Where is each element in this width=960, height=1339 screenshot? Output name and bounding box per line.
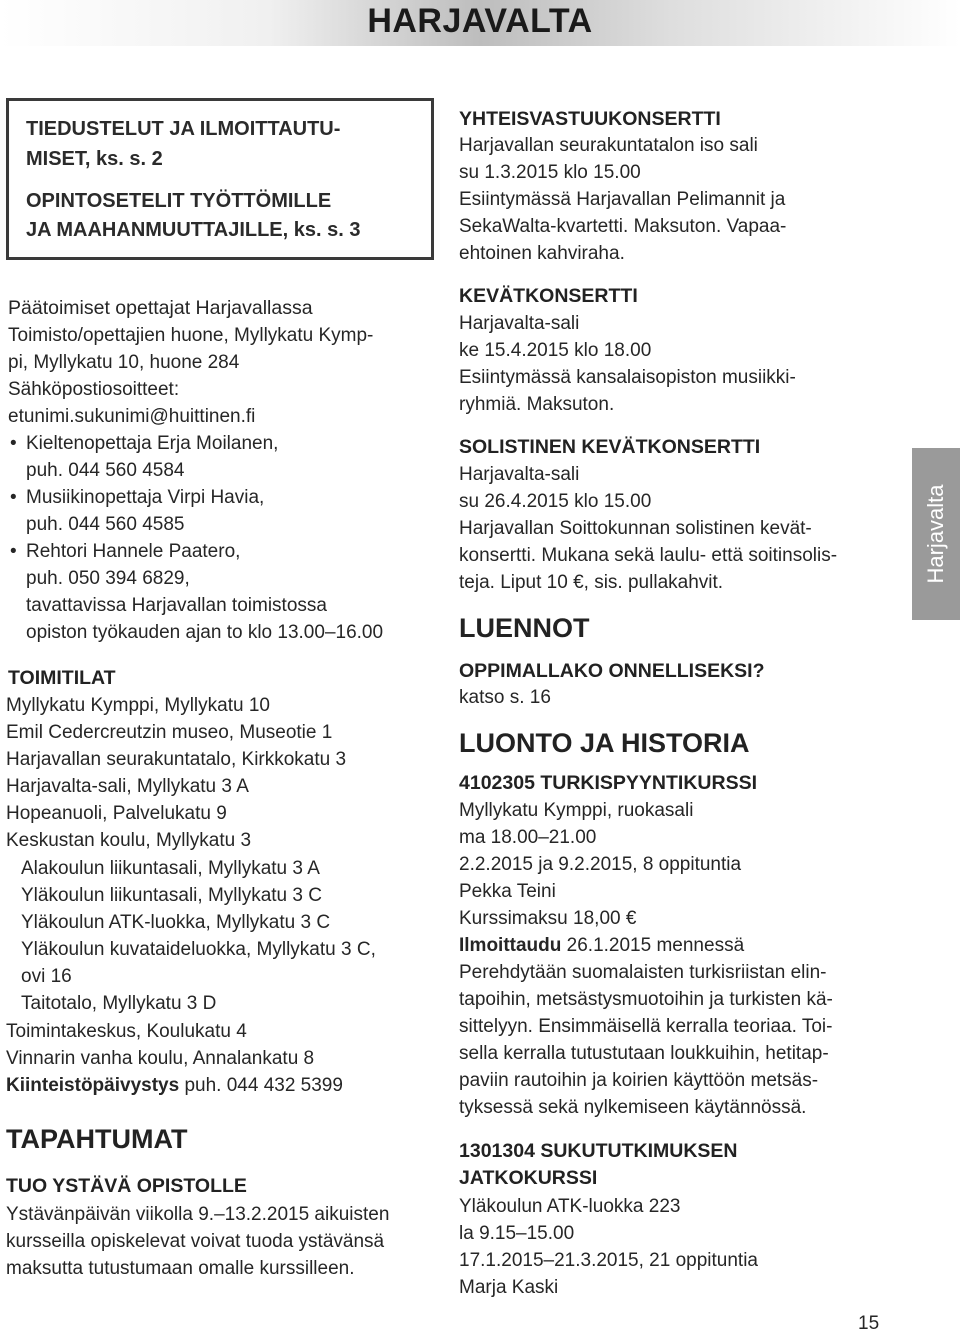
event-line: ryhmiä. Maksuton.: [459, 394, 615, 415]
course-line: Myllykatu Kymppi, ruokasali: [459, 800, 694, 821]
course-line: la 9.15–15.00: [459, 1223, 575, 1244]
contact-name: Kieltenopettaja Erja Moilanen,: [26, 433, 279, 454]
location-line: Emil Cedercreutzin museo, Museotie 1: [6, 722, 333, 743]
contact-phone: puh. 044 560 4585: [26, 514, 185, 535]
contact-name: Musiikinopettaja Virpi Havia,: [26, 487, 265, 508]
page-title: HARJAVALTA: [367, 2, 593, 40]
location-line: Myllykatu Kymppi, Myllykatu 10: [6, 695, 270, 716]
course-heading: 1301304 SUKUTUTKIMUKSEN: [459, 1140, 738, 1162]
event-line: Harjavallan seurakuntatalon iso sali: [459, 135, 758, 156]
contact-note: opiston työkauden ajan to klo 13.00–16.00: [26, 622, 384, 643]
section-heading-luonto: LUONTO JA HISTORIA: [459, 728, 750, 758]
event-line: Ystävänpäivän viikolla 9.–13.2.2015 aikuisten: [6, 1204, 390, 1225]
course-line: ma 18.00–21.00: [459, 827, 597, 848]
event-line: Harjavalta-sali: [459, 313, 580, 334]
event-line: ehtoinen kahviraha.: [459, 243, 625, 264]
maintenance-line: [6, 1072, 343, 1099]
event-line: su 26.4.2015 klo 15.00: [459, 491, 652, 512]
header-bar: [0, 0, 960, 46]
lecture-reference: katso s. 16: [459, 687, 551, 708]
location-line: Keskustan koulu, Myllykatu 3: [6, 830, 252, 851]
course-line: 17.1.2015–21.3.2015, 21 oppituntia: [459, 1250, 758, 1271]
location-sub-line: ovi 16: [21, 966, 72, 987]
course-heading: 4102305 TURKISPYYNTIKURSSI: [459, 772, 758, 794]
section-heading-tapahtumat: TAPAHTUMAT: [6, 1124, 188, 1154]
teachers-line: Sähköpostiosoitteet:: [8, 379, 180, 400]
bullet-icon: •: [10, 541, 17, 562]
contact-name: Rehtori Hannele Paatero,: [26, 541, 241, 562]
course-line: Pekka Teini: [459, 881, 556, 902]
course-desc: paviin rautoihin ja koirien käyttöön metsäs-: [459, 1070, 819, 1091]
course-line: Kurssimaksu 18,00 €: [459, 908, 637, 929]
location-sub-line: Alakoulun liikuntasali, Myllykatu 3 A: [21, 858, 320, 879]
event-line: Harjavallan Soittokunnan solistinen kevät-: [459, 518, 812, 539]
info-box-line: OPINTOSETELIT TYÖTTÖMILLE: [26, 190, 332, 212]
location-sub-line: Yläkoulun ATK-luokka, Myllykatu 3 C: [21, 912, 331, 933]
lecture-heading: OPPIMALLAKO ONNELLISEKSI?: [459, 660, 765, 682]
event-line: Harjavalta-sali: [459, 464, 580, 485]
side-tab: [912, 448, 960, 620]
course-heading: JATKOKURSSI: [459, 1167, 598, 1189]
event-line: kursseilla opiskelevat voivat tuoda ystävänsä: [6, 1231, 385, 1252]
teachers-line: pi, Myllykatu 10, huone 284: [8, 352, 240, 373]
section-heading-toimitilat: TOIMITILAT: [8, 667, 116, 689]
maintenance-phone: puh. 044 432 5399: [179, 1075, 343, 1096]
teachers-line: Toimisto/opettajien huone, Myllykatu Kymp-: [8, 325, 374, 346]
bullet-icon: •: [10, 487, 17, 508]
location-sub-line: Yläkoulun liikuntasali, Myllykatu 3 C: [21, 885, 322, 906]
course-line: Yläkoulun ATK-luokka 223: [459, 1196, 681, 1217]
location-line: Harjavalta-sali, Myllykatu 3 A: [6, 776, 249, 797]
course-desc: tapoihin, metsästysmuotoihin ja turkisten kä-: [459, 989, 833, 1010]
info-box-line: MISET, ks. s. 2: [26, 148, 163, 170]
event-line: ke 15.4.2015 klo 18.00: [459, 340, 652, 361]
location-line: Hopeanuoli, Palvelukatu 9: [6, 803, 227, 824]
event-heading: KEVÄTKONSERTTI: [459, 285, 638, 307]
event-heading: SOLISTINEN KEVÄTKONSERTTI: [459, 436, 761, 458]
event-line: Esiintymässä kansalaisopiston musiikki-: [459, 367, 796, 388]
event-line: maksutta tutustumaan omalle kurssilleen.: [6, 1258, 355, 1279]
event-line: Esiintymässä Harjavallan Pelimannit ja: [459, 189, 786, 210]
course-desc: tyksessä sekä nylkemiseen käytännössä.: [459, 1097, 807, 1118]
contact-note: tavattavissa Harjavallan toimistossa: [26, 595, 327, 616]
registration-label: Ilmoittaudu: [459, 935, 562, 956]
event-line: SekaWalta-kvartetti. Maksuton. Vapaa-: [459, 216, 787, 237]
page-number: 15: [858, 1313, 880, 1334]
maintenance-label: Kiinteistöpäivystys: [6, 1075, 180, 1096]
section-heading-luennot: LUENNOT: [459, 613, 590, 643]
location-line: Harjavallan seurakuntatalo, Kirkkokatu 3: [6, 749, 347, 770]
location-sub-line: Taitotalo, Myllykatu 3 D: [21, 993, 217, 1014]
location-line: Toimintakeskus, Koulukatu 4: [6, 1021, 247, 1042]
course-desc: sittelyyn. Ensimmäisellä kerralla teoriaa. Toi-: [459, 1016, 833, 1037]
location-sub-line: Yläkoulun kuvataideluokka, Myllykatu 3 C,: [21, 939, 376, 960]
info-box-line: TIEDUSTELUT JA ILMOITTAUTU-: [26, 118, 341, 140]
course-line: 2.2.2015 ja 9.2.2015, 8 oppituntia: [459, 854, 742, 875]
course-line: Marja Kaski: [459, 1277, 559, 1298]
teachers-title: Päätoimiset opettajat Harjavallassa: [8, 297, 313, 319]
course-registration: [459, 932, 744, 959]
event-heading: TUO YSTÄVÄ OPISTOLLE: [6, 1175, 247, 1197]
contact-phone: puh. 050 394 6829,: [26, 568, 190, 589]
event-line: konsertti. Mukana sekä laulu- että soitinsolis-: [459, 545, 838, 566]
registration-deadline: 26.1.2015 mennessä: [561, 935, 745, 956]
location-line: Vinnarin vanha koulu, Annalankatu 8: [6, 1048, 315, 1069]
course-desc: Perehdytään suomalaisten turkisriistan elin-: [459, 962, 827, 983]
course-desc: sella kerralla tutustutaan loukkuihin, hetitap-: [459, 1043, 829, 1064]
bullet-icon: •: [10, 433, 17, 454]
event-line: su 1.3.2015 klo 15.00: [459, 162, 641, 183]
email-pattern: etunimi.sukunimi@huittinen.fi: [8, 406, 256, 427]
contact-phone: puh. 044 560 4584: [26, 460, 185, 481]
event-line: teja. Liput 10 €, sis. pullakahvit.: [459, 572, 724, 593]
side-tab-label: Harjavalta: [923, 484, 948, 584]
info-box-line: JA MAAHANMUUTTAJILLE, ks. s. 3: [26, 219, 361, 241]
event-heading: YHTEISVASTUUKONSERTTI: [459, 108, 721, 130]
